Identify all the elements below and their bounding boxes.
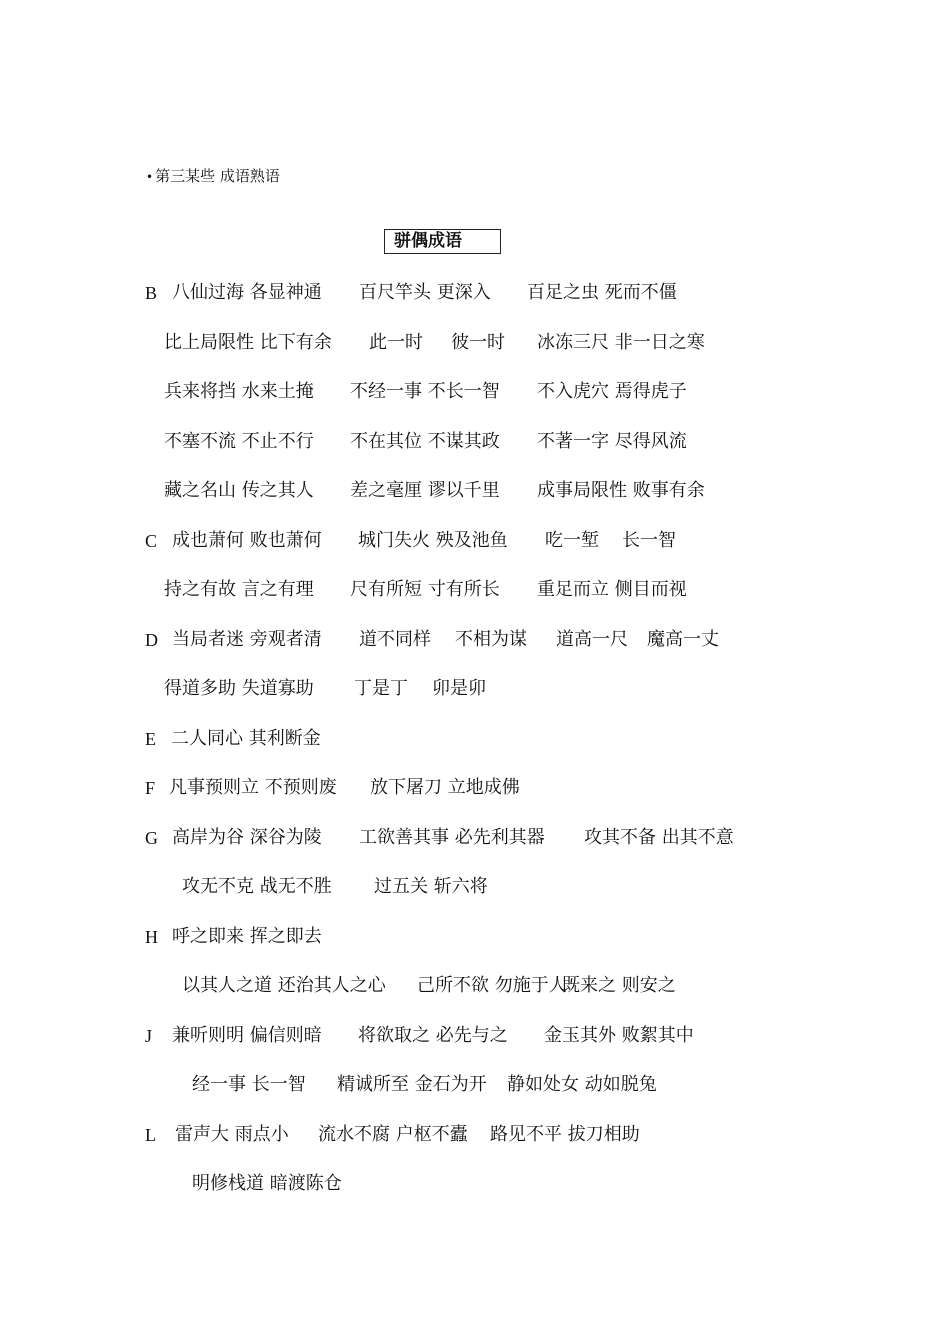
idiom-phrase: 放下屠刀 立地成佛 — [370, 777, 520, 798]
idiom-phrase: 卯是卯 — [432, 678, 486, 699]
idiom-row — [145, 677, 765, 701]
section-heading-text: 第三某些 成语熟语 — [155, 167, 280, 185]
idiom-phrase: 道不同样 — [359, 629, 431, 650]
idiom-row — [145, 1024, 765, 1048]
idiom-phrase: 明修栈道 暗渡陈仓 — [192, 1173, 342, 1194]
idiom-row — [145, 727, 765, 751]
idiom-row — [145, 380, 765, 404]
idiom-row — [145, 826, 765, 850]
idiom-phrase: 雷声大 雨点小 — [175, 1124, 289, 1145]
idiom-phrase: 呼之即来 挥之即去 — [172, 926, 322, 947]
idiom-row — [145, 1172, 765, 1196]
idiom-phrase: 二人同心 其利断金 — [171, 728, 321, 749]
idiom-row — [145, 925, 765, 949]
idiom-phrase: 此一时 — [369, 332, 423, 353]
idiom-row — [145, 578, 765, 602]
bullet-icon: • — [146, 170, 154, 184]
idiom-phrase: 彼一时 — [451, 332, 505, 353]
idiom-phrase: 不入虎穴 焉得虎子 — [537, 381, 687, 402]
idiom-phrase: 兵来将挡 水来土掩 — [164, 381, 314, 402]
idiom-phrase: 吃一堑 — [545, 530, 599, 551]
idiom-phrase: 道高一尺 — [556, 629, 628, 650]
index-letter: C — [145, 531, 158, 551]
idiom-phrase: 精诚所至 金石为开 — [337, 1074, 487, 1095]
idiom-phrase: 城门失火 殃及池鱼 — [358, 530, 508, 551]
idiom-phrase: 不经一事 不长一智 — [350, 381, 500, 402]
idiom-phrase: 过五关 斩六将 — [374, 876, 488, 897]
idiom-phrase: 比上局限性 比下有余 — [164, 332, 332, 353]
idiom-phrase: 成事局限性 败事有余 — [537, 480, 705, 501]
idiom-phrase: 工欲善其事 必先利其器 — [359, 827, 545, 848]
idiom-phrase: 路见不平 拔刀相助 — [490, 1124, 640, 1145]
idiom-row — [145, 875, 765, 899]
idiom-row — [145, 776, 765, 800]
idiom-phrase: 差之毫厘 谬以千里 — [350, 480, 500, 501]
idiom-phrase: 八仙过海 各显神通 — [172, 282, 322, 303]
idiom-phrase: 静如处女 动如脱兔 — [507, 1074, 657, 1095]
idiom-phrase: 藏之名山 传之其人 — [164, 480, 314, 501]
idiom-phrase: 百足之虫 死而不僵 — [527, 282, 677, 303]
idiom-phrase: 丁是丁 — [354, 678, 408, 699]
idiom-phrase: 长一智 — [622, 530, 676, 551]
page-title: 骈偶成语 — [384, 229, 501, 254]
idiom-phrase: 攻无不克 战无不胜 — [182, 876, 332, 897]
idiom-phrase: 己所不欲 勿施于人 — [417, 975, 567, 996]
idiom-phrase: 得道多助 失道寡助 — [164, 678, 314, 699]
idiom-phrase: 兼听则明 偏信则暗 — [172, 1025, 322, 1046]
idiom-phrase: 重足而立 侧目而视 — [537, 579, 687, 600]
idiom-row — [145, 281, 765, 305]
idiom-phrase: 经一事 长一智 — [192, 1074, 306, 1095]
idiom-row — [145, 529, 765, 553]
index-letter: H — [145, 927, 158, 947]
idiom-phrase: 持之有故 言之有理 — [164, 579, 314, 600]
idiom-phrase: 成也萧何 败也萧何 — [172, 530, 322, 551]
idiom-phrase: 不在其位 不谋其政 — [350, 431, 500, 452]
idiom-phrase: 当局者迷 旁观者清 — [172, 629, 322, 650]
section-heading — [146, 166, 280, 187]
idiom-phrase: 不塞不流 不止不行 — [164, 431, 314, 452]
idiom-phrase: 金玉其外 败絮其中 — [544, 1025, 694, 1046]
idiom-phrase: 高岸为谷 深谷为陵 — [172, 827, 322, 848]
index-letter: B — [145, 283, 158, 303]
idiom-row — [145, 1123, 765, 1147]
idiom-phrase: 将欲取之 必先与之 — [358, 1025, 508, 1046]
idiom-row — [145, 628, 765, 652]
index-letter: J — [145, 1026, 153, 1046]
index-letter: L — [145, 1125, 156, 1145]
idiom-phrase: 魔高一丈 — [647, 629, 719, 650]
idiom-row — [145, 479, 765, 503]
idiom-phrase: 流水不腐 户枢不蠹 — [318, 1124, 468, 1145]
idiom-row — [145, 1073, 765, 1097]
idiom-row — [145, 331, 765, 355]
idiom-phrase: 不著一字 尽得风流 — [537, 431, 687, 452]
idiom-phrase: 尺有所短 寸有所长 — [350, 579, 500, 600]
idiom-phrase: 凡事预则立 不预则废 — [169, 777, 337, 798]
index-letter: D — [145, 630, 158, 650]
index-letter: G — [145, 828, 158, 848]
idiom-phrase: 攻其不备 出其不意 — [584, 827, 734, 848]
idiom-phrase: 百尺竿头 更深入 — [359, 282, 491, 303]
idiom-row — [145, 974, 765, 998]
idiom-row — [145, 430, 765, 454]
idiom-phrase: 冰冻三尺 非一日之寒 — [537, 332, 705, 353]
idiom-phrase: 以其人之道 还治其人之心 — [182, 975, 386, 996]
idiom-phrase: 既来之 则安之 — [562, 975, 676, 996]
index-letter: F — [145, 778, 156, 798]
idiom-phrase: 不相为谋 — [455, 629, 527, 650]
index-letter: E — [145, 729, 156, 749]
